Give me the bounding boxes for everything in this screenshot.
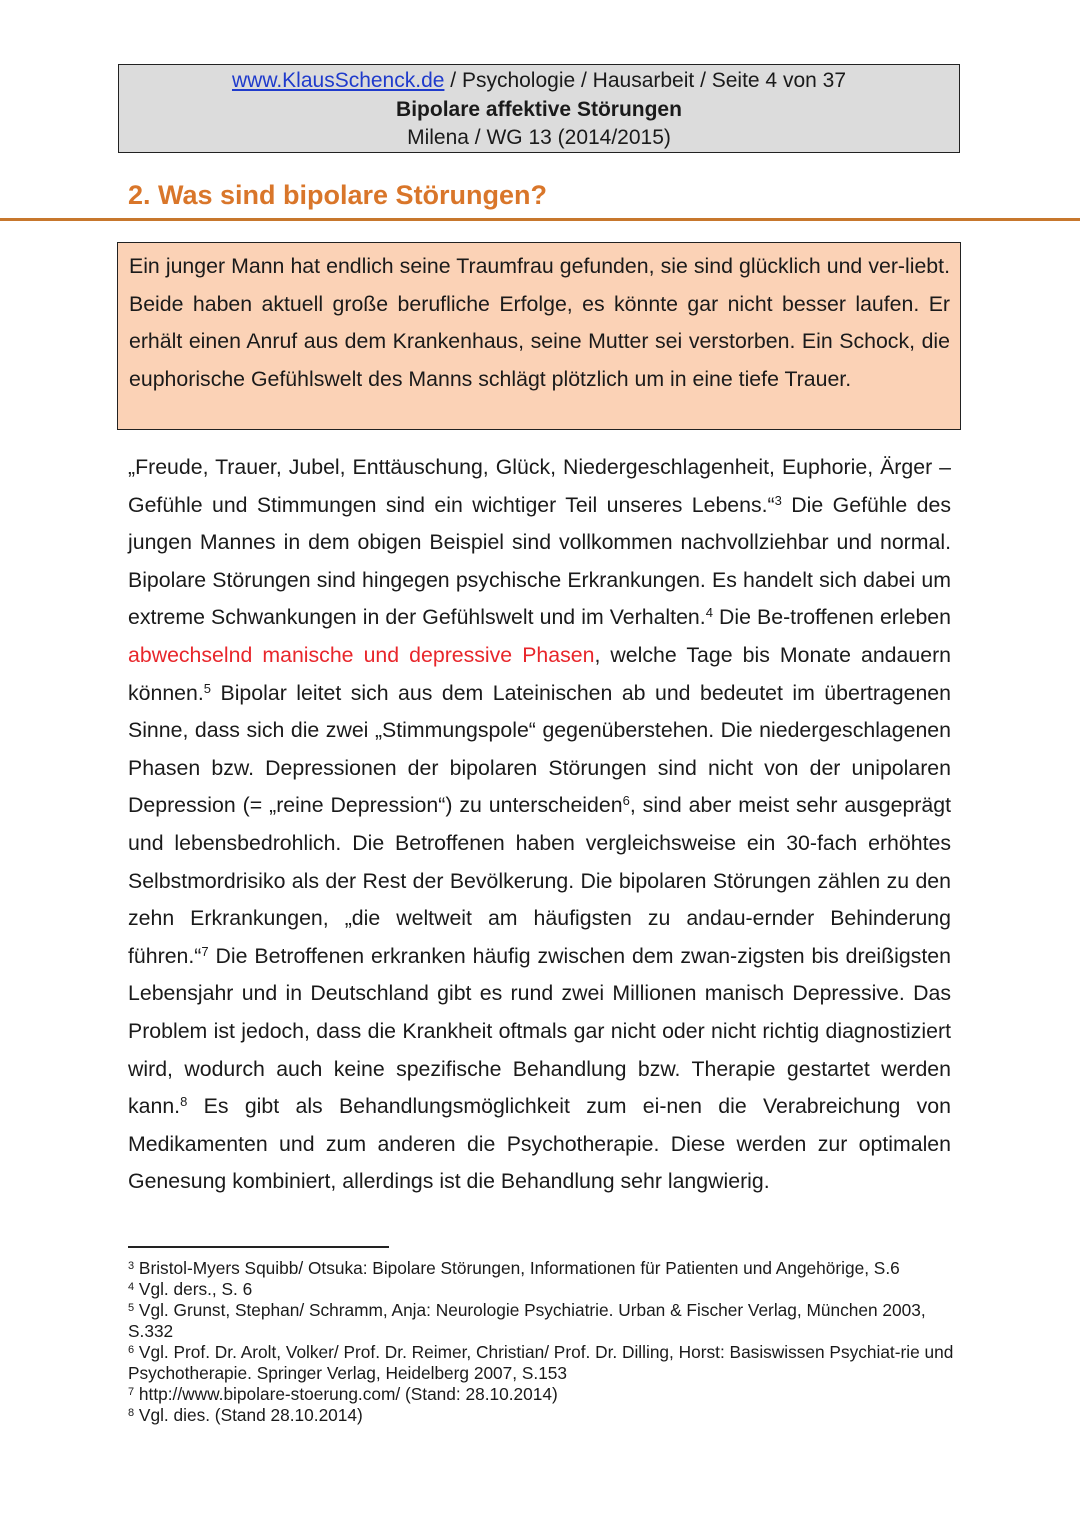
body-text-part: Die Gefühle des jungen Mannes in dem obigen Beispiel sind vollkommen nachvollziehbar und normal. Bipolare Störungen sind hingegen psychische Erkrankungen. Es handelt sich dabei um extreme Schwankungen in der Gefühlswelt und im Verhalten. — [128, 492, 951, 630]
header-author: Milena / WG 13 (2014/2015) — [407, 126, 671, 149]
footnote-text: Vgl. Prof. Dr. Arolt, Volker/ Prof. Dr. Reimer, Christian/ Prof. Dr. Dilling, Horst: Basiswissen Psychiat-rie und Psychotherapie. Springer Verlag, Heidelberg 2007, S.153 — [128, 1342, 954, 1383]
footnote-number: 8 — [128, 1407, 135, 1419]
footnote-ref[interactable]: 3 — [774, 492, 782, 508]
footnote-item — [128, 1405, 958, 1426]
footnote-ref[interactable]: 7 — [201, 943, 209, 959]
footnote-item — [128, 1342, 958, 1384]
footnote-ref[interactable]: 8 — [180, 1094, 188, 1110]
footnote-ref[interactable]: 6 — [622, 793, 630, 809]
footnote-number: 3 — [128, 1260, 135, 1272]
footnote-ref[interactable]: 4 — [705, 605, 713, 621]
footnote-divider — [128, 1246, 389, 1248]
footnote-ref[interactable]: 5 — [203, 680, 212, 696]
site-link[interactable]: www.KlausSchenck.de — [231, 69, 445, 92]
footnote-list — [128, 1258, 958, 1426]
footnote-item — [128, 1384, 958, 1405]
example-box: Ein junger Mann hat endlich seine Traumfrau gefunden, sie sind glücklich und ver-liebt. Beide haben aktuell große berufliche Erfolge, es könnte gar nicht besser laufen. Er erhält einen Anruf aus dem Krankenhaus, seine Mutter sei verstorben. Ein Schock, die euphorische Gefühlswelt des Manns schlägt plötzlich um in eine tiefe Trauer. — [117, 242, 961, 430]
footnote-number: 6 — [128, 1344, 135, 1356]
footnote-number: 5 — [128, 1302, 135, 1314]
footnote-text: Vgl. dies. (Stand 28.10.2014) — [134, 1405, 363, 1425]
footnote-item — [128, 1300, 958, 1342]
body-text-part: Die Betroffenen erkranken häufig zwischen dem zwan-zigsten bis dreißigsten Lebensjahr und in Deutschland gibt es rund zwei Millionen manisch Depressive. Das Problem ist jedoch, dass die Krankheit oftmals gar nicht oder nicht richtig diagnostiziert wird, wodurch auch keine spezifische Behandlung bzw. Therapie gestartet werden kann. — [128, 943, 951, 1119]
highlighted-phrase: abwechselnd manische und depressive Phasen — [128, 642, 595, 667]
footnote-text: Vgl. Grunst, Stephan/ Schramm, Anja: Neurologie Psychiatrie. Urban & Fischer Verlag, München 2003, S.332 — [128, 1300, 926, 1341]
body-paragraph — [128, 449, 951, 1201]
footnote-item — [128, 1258, 958, 1279]
header-line-1 — [119, 67, 959, 96]
footnote-text: http://www.bipolare-stoerung.com/ (Stand: 28.10.2014) — [134, 1384, 558, 1404]
header-title: Bipolare affektive Störungen — [396, 97, 682, 121]
footnote-item — [128, 1279, 958, 1300]
section-heading: 2. Was sind bipolare Störungen? — [128, 180, 548, 210]
body-text-part: , sind aber meist sehr ausgeprägt und lebensbedrohlich. Die Betroffenen haben vergleichsweise ein 30-fach erhöhtes Selbstmordrisiko als der Rest der Bevölkerung. Die bipolaren Störungen zählen zu den zehn Erkrankungen, „die weltweit am häufigsten zu andau-ernder Behinderung führen.“ — [128, 793, 951, 968]
footnote-text: Vgl. ders., S. 6 — [134, 1279, 253, 1299]
page-header — [118, 64, 960, 153]
footnote-number: 4 — [128, 1281, 135, 1293]
footnote-number: 7 — [128, 1386, 135, 1398]
footnote-text: Bristol-Myers Squibb/ Otsuka: Bipolare Störungen, Informationen für Patienten und Angehörige, S.6 — [134, 1258, 900, 1278]
body-text-part: , welche Tage bis Monate andauern können. — [128, 642, 951, 705]
body-text-part: Bipolar leitet sich aus dem Lateinischen ab und bedeutet im übertragenen Sinne, dass sich die zwei „Stimmungspole“ gegenüberstehen. Die niedergeschlagenen Phasen bzw. Depressionen der bipolaren Störungen sind nicht von der unipolaren Depression (= „reine Depression“) zu unterscheiden — [128, 680, 951, 818]
header-path: / Psychologie / Hausarbeit / Seite 4 von 37 — [444, 69, 847, 92]
body-text-part: Die Be-troffenen erleben — [712, 605, 951, 630]
heading-divider — [0, 218, 1080, 221]
body-text-part: „Freude, Trauer, Jubel, Enttäuschung, Glück, Niedergeschlagenheit, Euphorie, Ärger – Gefühle und Stimmungen sind ein wichtiger Teil unseres Lebens.“ — [128, 455, 951, 517]
body-text-part: Es gibt als Behandlungsmöglichkeit zum ei-nen die Verabreichung von Medikamenten und zum anderen die Psychotherapie. Diese werden zur optimalen Genesung kombiniert, allerdings ist die Behandlung sehr langwierig. — [128, 1094, 951, 1194]
